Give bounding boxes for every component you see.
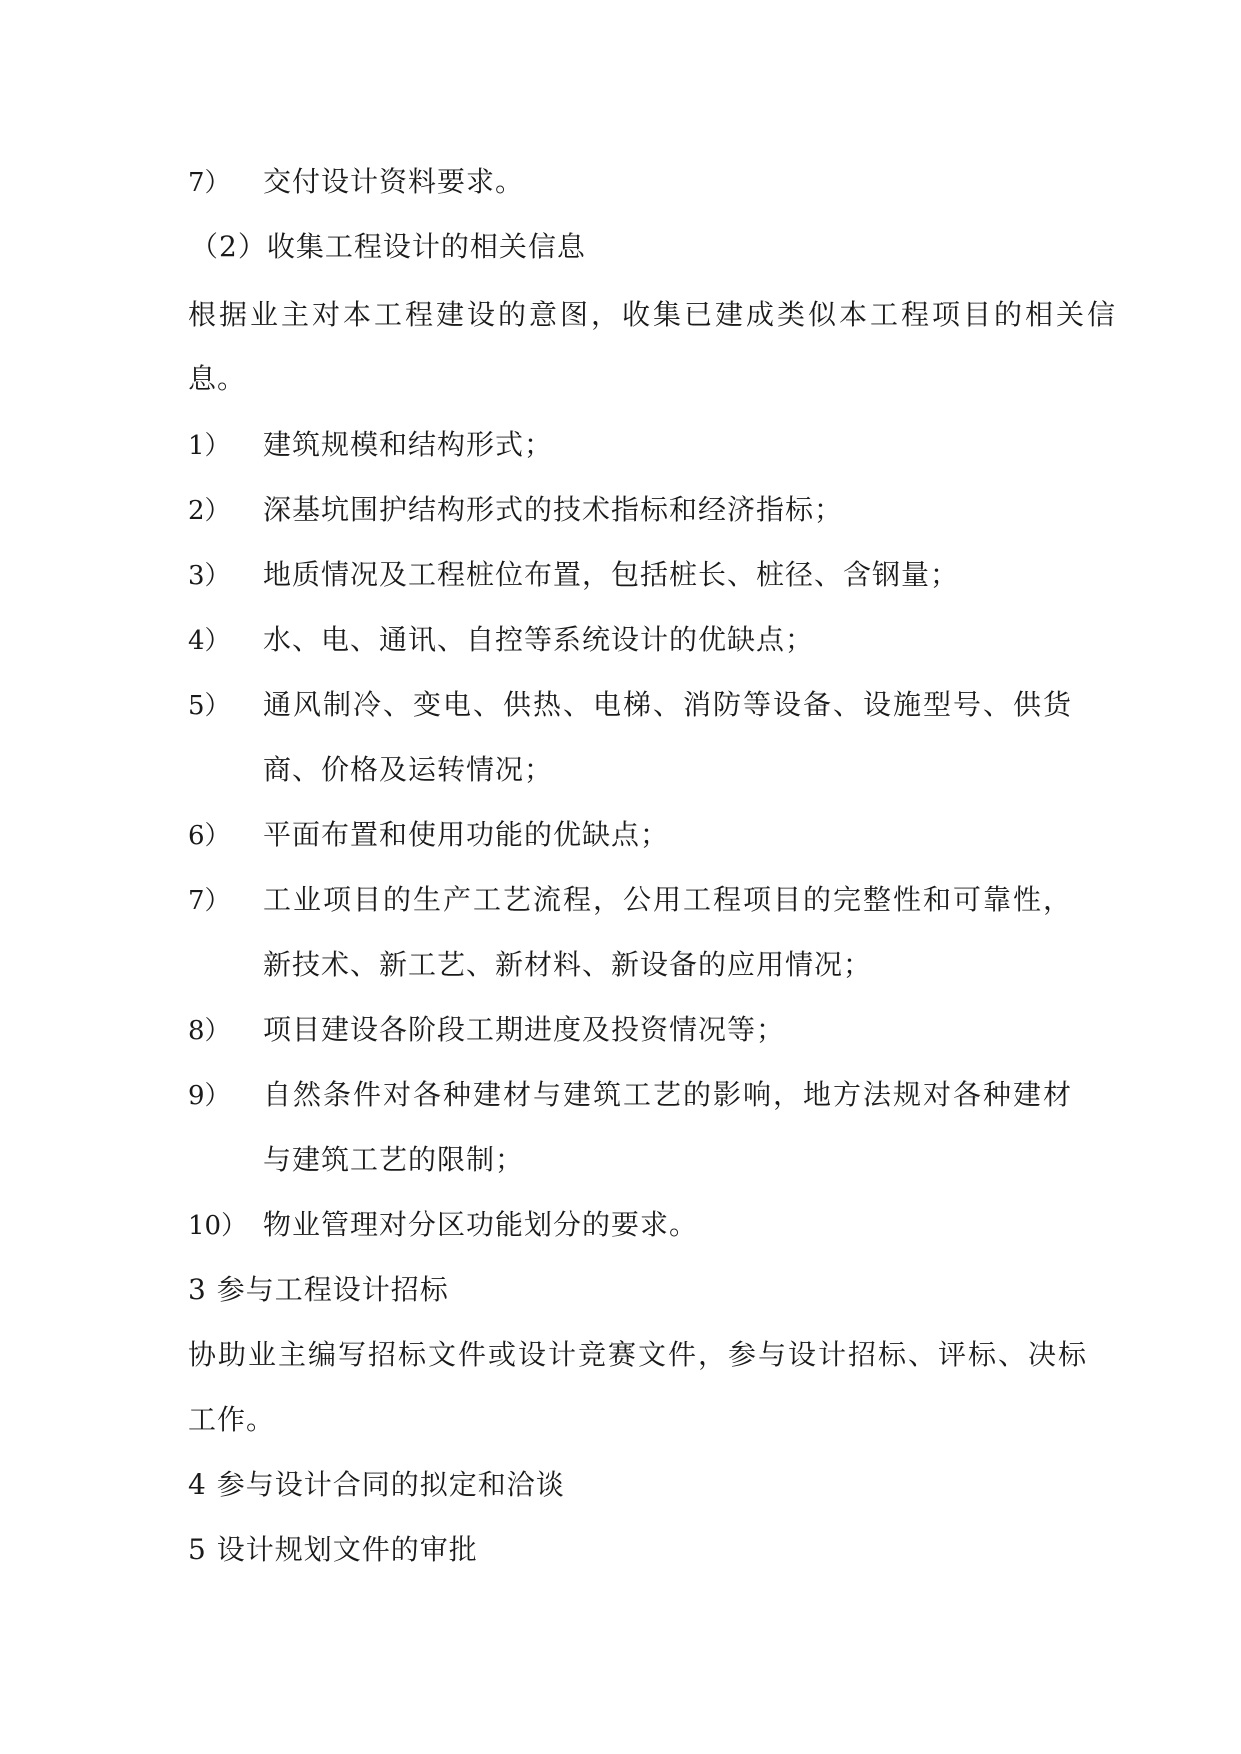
list-item-text: 深基坑围护结构形式的技术指标和经济指标； (263, 493, 844, 526)
list-number: 1） (188, 431, 231, 461)
list-number: 9） (188, 1081, 231, 1111)
list-item-text: 通风制冷、变电、供热、电梯、消防等设备、设施型号、供货 (263, 688, 1074, 721)
list-item-text: 地质情况及工程桩位布置，包括桩长、桩径、含钢量； (263, 558, 960, 591)
list-item-text: 水、电、通讯、自控等系统设计的优缺点； (263, 623, 815, 656)
paragraph-text: 工作。 (188, 1403, 276, 1436)
list-number: 3） (188, 561, 231, 591)
section-heading: 5 设计规划文件的审批 (188, 1533, 478, 1566)
section-heading: 3 参与工程设计招标 (188, 1273, 449, 1306)
list-item-text: 交付设计资料要求。 (263, 165, 525, 198)
list-item-text: 商、价格及运转情况； (263, 753, 554, 786)
list-item-text: 项目建设各阶段工期进度及投资情况等； (263, 1013, 786, 1046)
list-number: 7） (188, 168, 231, 198)
list-item-text: 与建筑工艺的限制； (263, 1143, 525, 1176)
list-item-text: 工业项目的生产工艺流程，公用工程项目的完整性和可靠性， (263, 883, 1074, 916)
paragraph-text: 协助业主编写招标文件或设计竞赛文件，参与设计招标、评标、决标 (188, 1338, 1089, 1371)
paragraph-text: 根据业主对本工程建设的意图，收集已建成类似本工程项目的相关信 (188, 298, 1119, 331)
list-item-text: 新技术、新工艺、新材料、新设备的应用情况； (263, 948, 873, 981)
list-number: 7） (188, 886, 231, 916)
list-number: 10） (188, 1211, 248, 1241)
list-number: 8） (188, 1016, 231, 1046)
list-number: 2） (188, 496, 231, 526)
list-item-text: 物业管理对分区功能划分的要求。 (263, 1208, 699, 1241)
list-number: 6） (188, 821, 231, 851)
list-item-text: 平面布置和使用功能的优缺点； (263, 818, 670, 851)
section-heading: 4 参与设计合同的拟定和洽谈 (188, 1468, 565, 1501)
section-heading: （2）收集工程设计的相关信息 (190, 230, 586, 263)
list-item-text: 建筑规模和结构形式； (263, 428, 554, 461)
list-number: 5） (188, 691, 231, 721)
list-number: 4） (188, 626, 231, 656)
paragraph-text: 息。 (188, 362, 247, 395)
list-item-text: 自然条件对各种建材与建筑工艺的影响，地方法规对各种建材 (263, 1078, 1074, 1111)
